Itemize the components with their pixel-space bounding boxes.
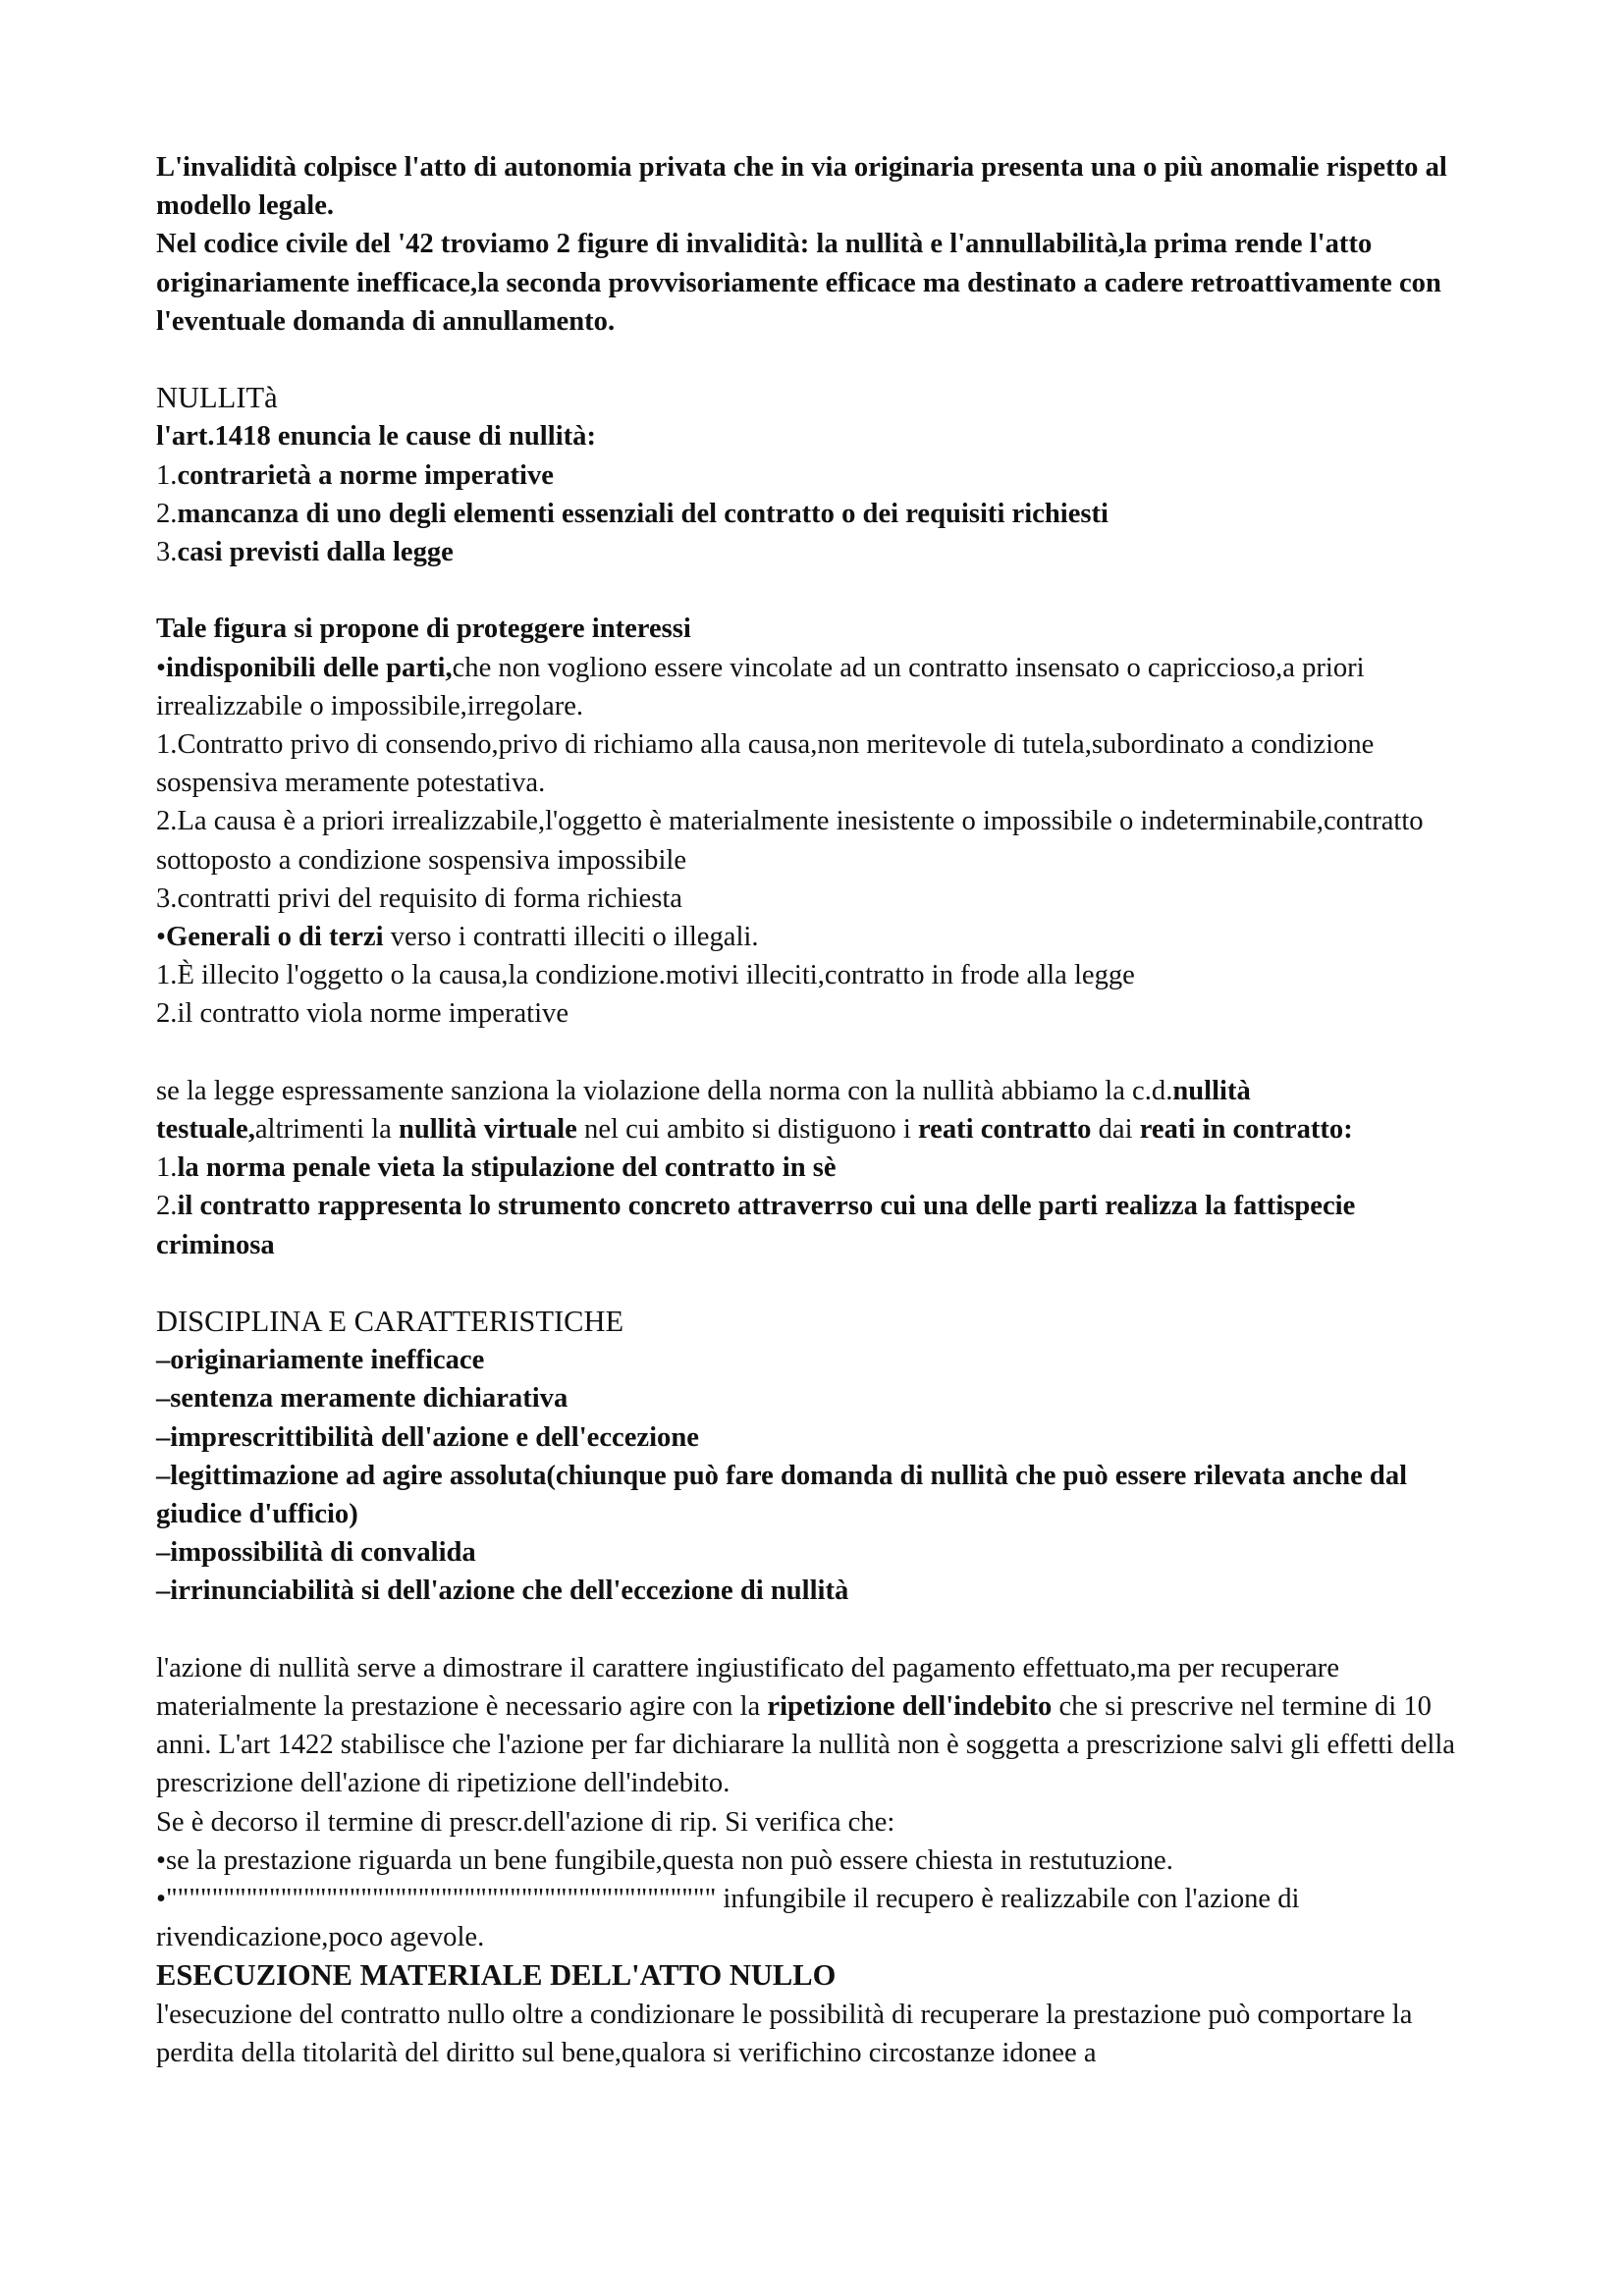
disciplina-heading: DISCIPLINA E CARATTERISTICHE (156, 1305, 624, 1339)
nullita-cause: 2.mancanza di uno degli elementi essenziali del contratto o dei requisiti richiesti (156, 498, 1109, 529)
interessi-bullet-2: •Generali o di terzi verso i contratti illeciti o illegali. (156, 922, 759, 953)
intro-paragraph-1: L'invalidità colpisce l'atto di autonomia privata che in via originaria presenta una o più anomalie rispetto al modello legale. (156, 152, 1447, 222)
azione-line: Se è decorso il termine di prescr.dell'azione di rip. Si verifica che: (156, 1806, 895, 1838)
disciplina-item: –imprescrittibilità dell'azione e dell'eccezione (156, 1421, 699, 1453)
virtuale-item: 2.il contratto rappresenta lo strumento concreto attraverrso cui una delle parti realizza la fattispecie criminosa (156, 1191, 1356, 1260)
disciplina-item: –impossibilità di convalida (156, 1537, 476, 1569)
nullita-heading: NULLITà (156, 381, 278, 415)
virtuale-item: 1.la norma penale vieta la stipulazione del contratto in sè (156, 1152, 837, 1184)
nullita-intro: l'art.1418 enuncia le cause di nullità: (156, 421, 596, 453)
disciplina-item: –sentenza meramente dichiarativa (156, 1383, 568, 1415)
virtuale-paragraph: se la legge espressamente sanziona la violazione della norma con la nullità abbiamo la c.d.nullità testuale,altrimenti la nullità virtuale nel cui ambito si distiguono i reati contratto dai reati in contratto: (156, 1075, 1353, 1146)
nullita-cause: 3.casi previsti dalla legge (156, 537, 454, 568)
interessi-bullet-1: •indisponibili delle parti,che non vogliono essere vincolate ad un contratto insensato o capriccioso,a priori irrealizzabile o impossibile,irregolare. (156, 652, 1365, 721)
azione-bullet: •"""""""""""""""""""""""""""""""""""""""""""""""" infungibile il recupero è realizzabile con l'azione di rivendicazione,poco agevole. (156, 1884, 1300, 1953)
document-page (156, 148, 1462, 2072)
disciplina-item: –irrinunciabilità si dell'azione che dell'eccezione di nullità (156, 1575, 849, 1607)
interessi-heading: Tale figura si propone di proteggere interessi (156, 614, 691, 645)
interessi-item: 2.il contratto viola norme imperative (156, 998, 569, 1030)
interessi-item: 2.La causa è a priori irrealizzabile,l'oggetto è materialmente inesistente o impossibile o indeterminabile,contratto sottoposto a condizione sospensiva impossibile (156, 806, 1424, 876)
esecuzione-paragraph: l'esecuzione del contratto nullo oltre a condizionare le possibilità di recuperare la prestazione può comportare la perdita della titolarità del diritto sul bene,qualora si verifichino circostanze idonee a (156, 1999, 1413, 2068)
disciplina-item: –legittimazione ad agire assoluta(chiunque può fare domanda di nullità che può essere rilevata anche dal giudice d'ufficio) (156, 1460, 1408, 1530)
azione-bullet: •se la prestazione riguarda un bene fungibile,questa non può essere chiesta in restutuzione. (156, 1844, 1173, 1876)
intro-paragraph-2: Nel codice civile del '42 troviamo 2 figure di invalidità: la nullità e l'annullabilità,la prima rende l'atto originariamente inefficace,la seconda provvisoriamente efficace ma destinato a cadere retroattivamente con l'eventuale domanda di annullamento. (156, 229, 1441, 337)
esecuzione-heading: ESECUZIONE MATERIALE DELL'ATTO NULLO (156, 1958, 837, 1993)
nullita-cause: 1.contrarietà a norme imperative (156, 459, 554, 491)
interessi-item: 3.contratti privi del requisito di forma richiesta (156, 882, 682, 914)
interessi-item: 1.Contratto privo di consendo,privo di richiamo alla causa,non meritevole di tutela,subordinato a condizione sospensiva meramente potestativa. (156, 729, 1375, 799)
disciplina-item: –originariamente inefficace (156, 1345, 485, 1376)
interessi-item: 1.È illecito l'oggetto o la causa,la condizione.motivi illeciti,contratto in frode alla legge (156, 960, 1135, 991)
azione-paragraph: l'azione di nullità serve a dimostrare il carattere ingiustificato del pagamento effettuato,ma per recuperare materialmente la prestazione è necessario agire con la ripetizione dell'indebito che si prescrive nel termine di 10 anni. L'art 1422 stabilisce che l'azione per far dichiarare la nullità non è soggetta a prescrizione salvi gli effetti della prescrizione dell'azione di ripetizione dell'indebito. (156, 1652, 1455, 1799)
